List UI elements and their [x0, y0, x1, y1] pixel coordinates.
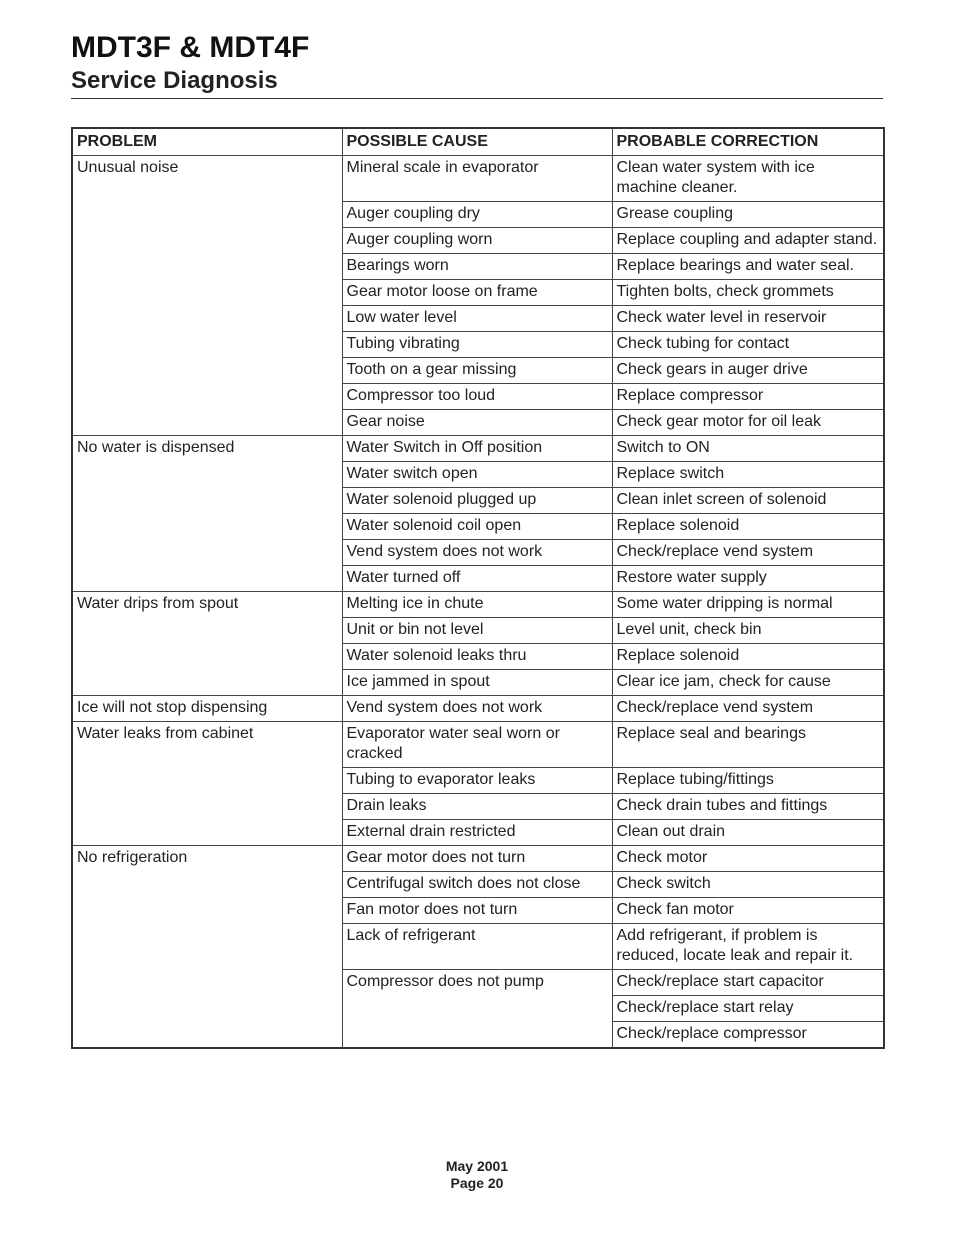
probable-correction-cell: Replace switch — [612, 462, 884, 488]
possible-cause-cell: Water switch open — [342, 462, 612, 488]
possible-cause-cell: Ice jammed in spout — [342, 670, 612, 696]
possible-cause-cell: Water solenoid coil open — [342, 514, 612, 540]
document-title: MDT3F & MDT4F — [71, 31, 310, 64]
possible-cause-cell: Tubing to evaporator leaks — [342, 768, 612, 794]
possible-cause-cell: Water Switch in Off position — [342, 436, 612, 462]
probable-correction-cell: Check switch — [612, 872, 884, 898]
probable-correction-cell: Replace tubing/fittings — [612, 768, 884, 794]
table-header — [72, 128, 884, 156]
possible-cause-cell: Vend system does not work — [342, 696, 612, 722]
table-row — [72, 592, 884, 618]
probable-correction-cell: Replace solenoid — [612, 644, 884, 670]
table-body — [72, 156, 884, 1049]
probable-correction-cell: Restore water supply — [612, 566, 884, 592]
probable-correction-cell: Check motor — [612, 846, 884, 872]
probable-correction-cell: Clean water system with ice machine cleaner. — [612, 156, 884, 202]
possible-cause-cell: Auger coupling dry — [342, 202, 612, 228]
possible-cause-cell: Mineral scale in evaporator — [342, 156, 612, 202]
probable-correction-cell: Check/replace vend system — [612, 696, 884, 722]
table-row — [72, 722, 884, 768]
possible-cause-cell: Fan motor does not turn — [342, 898, 612, 924]
probable-correction-cell: Switch to ON — [612, 436, 884, 462]
problem-cell: Water leaks from cabinet — [72, 722, 342, 846]
probable-correction-cell: Check/replace vend system — [612, 540, 884, 566]
possible-cause-cell: Centrifugal switch does not close — [342, 872, 612, 898]
probable-correction-cell: Check water level in reservoir — [612, 306, 884, 332]
probable-correction-cell: Check gears in auger drive — [612, 358, 884, 384]
possible-cause-cell: Water turned off — [342, 566, 612, 592]
possible-cause-cell: Vend system does not work — [342, 540, 612, 566]
probable-correction-cell: Add refrigerant, if problem is reduced, locate leak and repair it. — [612, 924, 884, 970]
problem-cell: Unusual noise — [72, 156, 342, 436]
table-row — [72, 436, 884, 462]
probable-correction-cell: Clean out drain — [612, 820, 884, 846]
possible-cause-cell: Compressor too loud — [342, 384, 612, 410]
table-header-row — [72, 128, 884, 156]
possible-cause-cell: Tubing vibrating — [342, 332, 612, 358]
possible-cause-cell: Water solenoid leaks thru — [342, 644, 612, 670]
header-problem: PROBLEM — [72, 128, 342, 156]
page-header — [71, 30, 883, 99]
probable-correction-cell: Replace compressor — [612, 384, 884, 410]
probable-correction-cell: Replace bearings and water seal. — [612, 254, 884, 280]
possible-cause-cell: Tooth on a gear missing — [342, 358, 612, 384]
probable-correction-cell: Check tubing for contact — [612, 332, 884, 358]
possible-cause-cell: Lack of refrigerant — [342, 924, 612, 970]
probable-correction-cell: Clean inlet screen of solenoid — [612, 488, 884, 514]
possible-cause-cell: Water solenoid plugged up — [342, 488, 612, 514]
possible-cause-cell: Melting ice in chute — [342, 592, 612, 618]
footer-date: May 2001 — [445, 1158, 509, 1174]
table-row — [72, 846, 884, 872]
service-diagnosis-table — [71, 127, 885, 1049]
problem-cell: Water drips from spout — [72, 592, 342, 696]
possible-cause-cell: External drain restricted — [342, 820, 612, 846]
possible-cause-cell: Drain leaks — [342, 794, 612, 820]
probable-correction-cell: Grease coupling — [612, 202, 884, 228]
footer-page-number: Page 20 — [450, 1175, 504, 1191]
problem-cell: Ice will not stop dispensing — [72, 696, 342, 722]
probable-correction-cell: Replace coupling and adapter stand. — [612, 228, 884, 254]
problem-cell: No refrigeration — [72, 846, 342, 1049]
probable-correction-cell: Check/replace compressor — [612, 1022, 884, 1049]
possible-cause-cell: Evaporator water seal worn or cracked — [342, 722, 612, 768]
possible-cause-cell: Compressor does not pump — [342, 970, 612, 1049]
header-possible-cause: POSSIBLE CAUSE — [342, 128, 612, 156]
table-row — [72, 696, 884, 722]
probable-correction-cell: Tighten bolts, check grommets — [612, 280, 884, 306]
probable-correction-cell: Some water dripping is normal — [612, 592, 884, 618]
page-footer — [0, 1158, 954, 1192]
probable-correction-cell: Replace seal and bearings — [612, 722, 884, 768]
probable-correction-cell: Check fan motor — [612, 898, 884, 924]
possible-cause-cell: Bearings worn — [342, 254, 612, 280]
possible-cause-cell: Unit or bin not level — [342, 618, 612, 644]
possible-cause-cell: Gear motor does not turn — [342, 846, 612, 872]
possible-cause-cell: Auger coupling worn — [342, 228, 612, 254]
table-row — [72, 156, 884, 202]
probable-correction-cell: Check/replace start relay — [612, 996, 884, 1022]
probable-correction-cell: Replace solenoid — [612, 514, 884, 540]
possible-cause-cell: Gear noise — [342, 410, 612, 436]
probable-correction-cell: Check/replace start capacitor — [612, 970, 884, 996]
problem-cell: No water is dispensed — [72, 436, 342, 592]
possible-cause-cell: Gear motor loose on frame — [342, 280, 612, 306]
probable-correction-cell: Check drain tubes and fittings — [612, 794, 884, 820]
diagnosis-table-container — [71, 127, 883, 1049]
possible-cause-cell: Low water level — [342, 306, 612, 332]
document-subtitle: Service Diagnosis — [71, 67, 278, 94]
probable-correction-cell: Clear ice jam, check for cause — [612, 670, 884, 696]
probable-correction-cell: Check gear motor for oil leak — [612, 410, 884, 436]
probable-correction-cell: Level unit, check bin — [612, 618, 884, 644]
header-probable-correction: PROBABLE CORRECTION — [612, 128, 884, 156]
